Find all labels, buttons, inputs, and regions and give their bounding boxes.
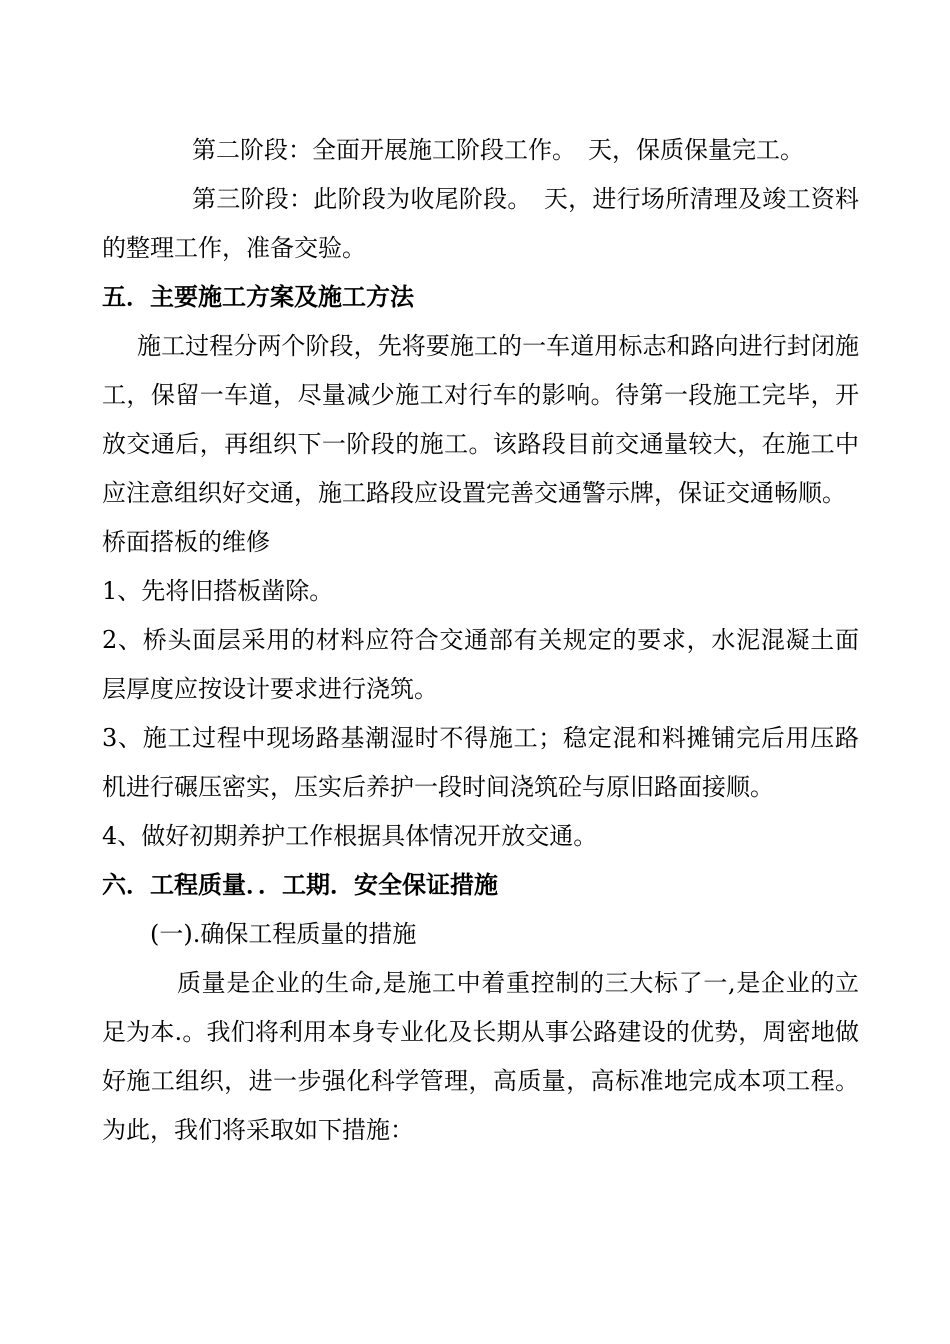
section-6-heading: 六．工程质量．．工期．安全保证措施 [102, 871, 498, 899]
step-2: 2、桥头面层采用的材料应符合交通部有关规定的要求，水泥混凝土面层厚度应按设计要求进行浇筑。 [102, 626, 859, 703]
stage-3-paragraph [102, 175, 859, 273]
step-4: 4、做好初期养护工作根据具体情况开放交通。 [102, 822, 598, 850]
step-3: 3、施工过程中现场路基潮湿时不得施工；稳定混和料摊铺完后用压路机进行碾压密实，压实后养护一段时间浇筑砼与原旧路面接顺。 [102, 724, 859, 801]
bridge-deck-subheading: 桥面搭板的维修 [102, 528, 270, 556]
stage-3-prefix: 第三阶段：此阶段为收尾阶段。 [192, 185, 532, 213]
stage-3-suffix: 天，进行场所清理及竣工资料的整理工作，准备交验。 [102, 185, 860, 262]
section-5-heading: 五．主要施工方案及施工方法 [102, 283, 414, 311]
stage-2-suffix: 天，保质保量完工。 [588, 136, 804, 164]
section-5-intro: 施工过程分两个阶段，先将要施工的一车道用标志和路向进行封闭施工，保留一车道，尽量减少施工对行车的影响。待第一段施工完毕，开放交通后，再组织下一阶段的施工。该路段目前交通量较大，在施工中应注意组织好交通，施工路段应设置完善交通警示牌，保证交通畅顺。 [102, 332, 859, 507]
stage-2-prefix: 第二阶段：全面开展施工阶段工作。 [192, 136, 576, 164]
step-1: 1、先将旧搭板凿除。 [102, 577, 334, 605]
section-6-subheading: (一).确保工程质量的措施 [150, 920, 417, 948]
stage-2-paragraph [102, 126, 859, 175]
document-body [102, 126, 859, 1155]
section-6-body: 质量是企业的生命,是施工中着重控制的三大标了一,是企业的立足为本.。我们将利用本身专业化及长期从事公路建设的优势，周密地做好施工组织，进一步强化科学管理，高质量，高标准地完成本项工程。为此，我们将采取如下措施： [102, 969, 859, 1144]
